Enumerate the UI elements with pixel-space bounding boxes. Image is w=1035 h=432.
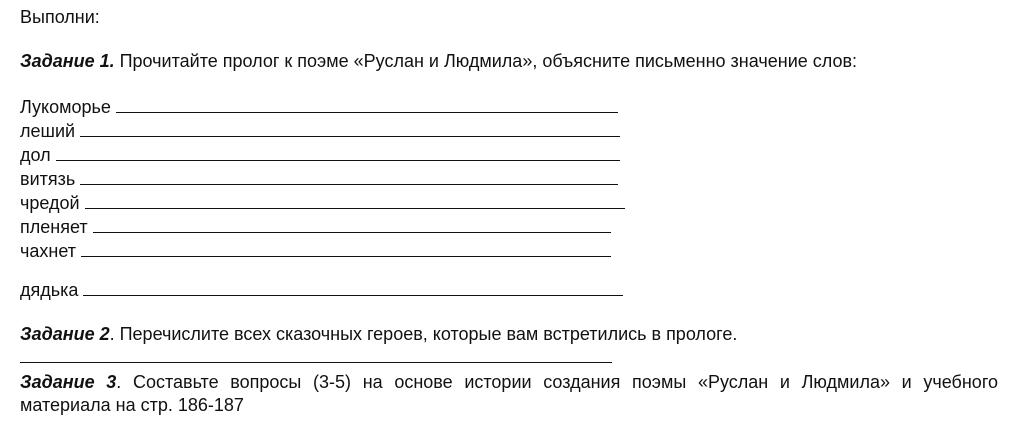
vocab-word: пленяет — [20, 217, 88, 237]
task-1 — [20, 50, 857, 73]
vocab-word: чредой — [20, 193, 80, 213]
task-2-label: Задание 2 — [20, 324, 110, 344]
answer-line — [83, 278, 623, 296]
vocab-list — [20, 95, 625, 263]
task-2-text: . Перечислите всех сказочных героев, которые вам встретились в прологе. — [109, 324, 738, 344]
answer-line — [80, 119, 620, 137]
vocab-item — [20, 191, 625, 215]
answer-line — [85, 191, 625, 209]
task-1-label: Задание 1. — [20, 51, 115, 71]
vocab-item — [20, 239, 625, 263]
task-3-label: Задание 3 — [20, 372, 117, 392]
answer-line — [56, 143, 620, 161]
page-heading: Выполни: — [20, 7, 100, 27]
vocab-word: леший — [20, 121, 76, 141]
vocab-item — [20, 215, 625, 239]
task-3-text: . Составьте вопросы (3-5) на основе истории создания поэмы «Руслан и Людмила» и учебного материала на стр. 186-187 — [20, 372, 999, 415]
vocab-item — [20, 95, 625, 119]
task-2 — [20, 323, 737, 346]
vocab-word: дол — [20, 145, 51, 165]
task-3 — [20, 371, 998, 417]
task-2-answer-line — [20, 362, 612, 363]
task-1-text: Прочитайте пролог к поэме «Руслан и Людмила», объясните письменно значение слов: — [114, 51, 858, 71]
vocab-word: витязь — [20, 169, 76, 189]
answer-line — [93, 215, 611, 233]
vocab-word: Лукоморье — [20, 97, 111, 117]
vocab-item — [20, 278, 623, 302]
vocab-item — [20, 167, 625, 191]
answer-line — [80, 167, 618, 185]
answer-line — [116, 95, 618, 113]
vocab-word: дядька — [20, 280, 79, 300]
vocab-item — [20, 143, 625, 167]
answer-line — [81, 239, 611, 257]
vocab-item — [20, 119, 625, 143]
vocab-word: чахнет — [20, 241, 76, 261]
